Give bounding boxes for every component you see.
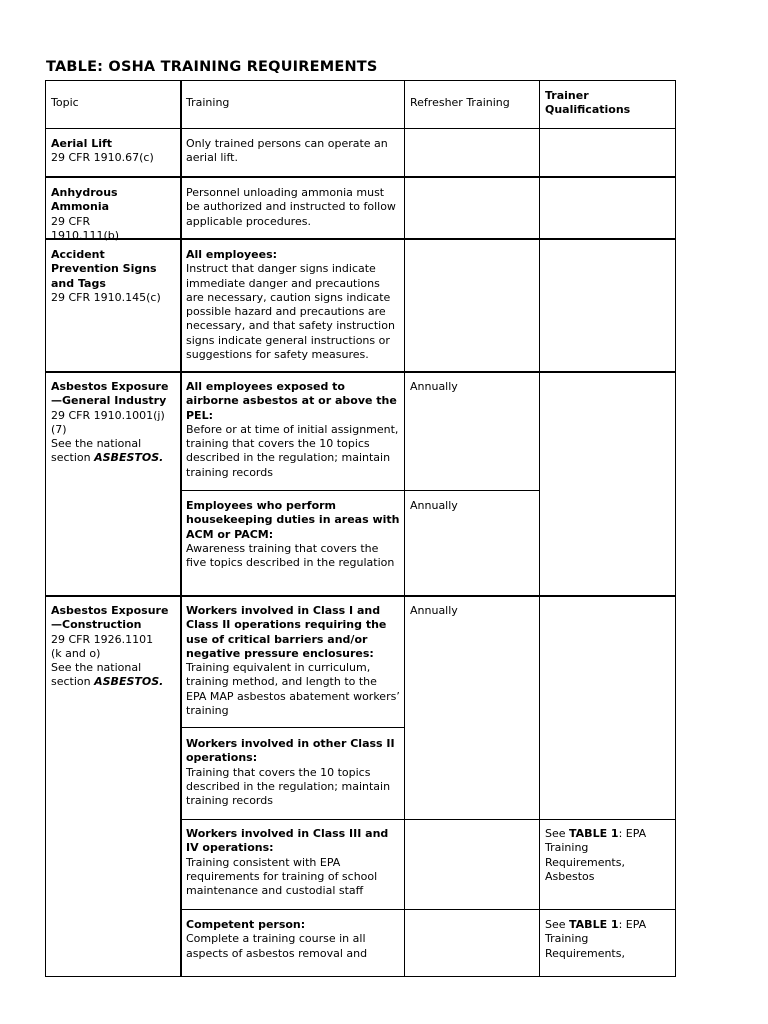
column-divider	[404, 81, 405, 976]
training-asbestos-c-other-class-ii	[186, 737, 400, 808]
column-divider	[539, 81, 540, 976]
subrow-divider	[181, 490, 539, 491]
training-description: Before or at time of initial assignment, training that covers the 10 topics described in the regulation; maintain training records	[186, 422, 399, 479]
trainer-asbestos-c-competent-person	[545, 918, 655, 961]
trainer-table-desc: : EPA Training Requirements, Asbestos	[545, 827, 647, 883]
trainer-see-text: See	[545, 827, 570, 840]
see-also-section: ASBESTOS.	[94, 675, 164, 689]
row-divider	[46, 128, 676, 129]
topic-anhydrous-ammonia	[51, 186, 161, 243]
topic-citation: 29 CFR 1910.145(c)	[51, 290, 161, 304]
topic-name: Accident Prevention Signs and Tags	[51, 248, 157, 290]
header-refresher-training: Refresher Training	[410, 96, 510, 109]
header-trainer-qualifications: Trainer Qualifications	[545, 89, 631, 117]
training-aerial-lift: Only trained persons can operate an aerial lift.	[186, 137, 388, 165]
see-also-section: ASBESTOS.	[94, 451, 164, 465]
training-description: Training consistent with EPA requirements for training of school maintenance and custodial staff	[186, 855, 378, 898]
trainer-table-desc: : EPA Training Requirements,	[545, 918, 647, 960]
training-audience: All employees exposed to airborne asbestos at or above the PEL:	[186, 380, 397, 422]
training-audience: Competent person:	[186, 918, 306, 931]
training-audience: All employees:	[186, 248, 278, 261]
topic-asbestos-general-industry	[51, 380, 175, 466]
training-description: Complete a training course in all aspects of asbestos removal and	[186, 932, 368, 960]
training-description: Training equivalent in curriculum, training method, and length to the EPA MAP asbestos abatement workers’ training	[186, 661, 400, 718]
training-description: Instruct that danger signs indicate immediate danger and precautions are necessary, caution signs indicate possible hazard and precautions are necessary, and that safety instruction signs indicate general instructions or suggestions for safety measures.	[186, 262, 395, 362]
training-anhydrous-ammonia: Personnel unloading ammonia must be authorized and instructed to follow applicable procedures.	[186, 186, 396, 228]
topic-name: Asbestos Exposure—General Industry	[51, 380, 169, 408]
topic-citation: 29 CFR 1910.1001(j)(7)	[51, 408, 165, 436]
topic-see-also	[51, 661, 175, 690]
subrow-divider	[181, 909, 676, 910]
trainer-table-ref: TABLE 1	[569, 918, 619, 931]
refresher-asbestos-construction: Annually	[410, 604, 458, 617]
trainer-asbestos-c-class-iii-iv	[545, 827, 655, 884]
training-description: Training that covers the 10 topics described in the regulation; maintain training records	[186, 765, 391, 808]
see-also-text: See the national section	[51, 661, 142, 689]
see-also-text: See the national section	[51, 437, 142, 465]
row-divider	[46, 176, 676, 178]
subrow-divider	[181, 727, 405, 728]
training-audience: Employees who perform housekeeping duties in areas with ACM or PACM:	[186, 499, 400, 541]
refresher-asbestos-gi-housekeeping: Annually	[410, 499, 458, 512]
topic-name: Asbestos Exposure—Construction	[51, 604, 169, 632]
topic-citation: 29 CFR 1926.1101 (k and o)	[51, 632, 154, 660]
topic-see-also	[51, 437, 175, 466]
trainer-see-text: See	[545, 918, 570, 931]
topic-name: Aerial Lift	[51, 137, 113, 150]
table-title: TABLE: OSHA TRAINING REQUIREMENTS	[46, 59, 378, 75]
osha-training-table	[45, 80, 676, 977]
training-accident-prevention-signs	[186, 248, 400, 362]
subrow-divider	[181, 819, 676, 820]
topic-asbestos-construction	[51, 604, 175, 690]
header-training: Training	[186, 96, 230, 109]
training-asbestos-c-class-iii-iv	[186, 827, 400, 898]
training-audience: Workers involved in Class I and Class II operations requiring the use of critical barriers and/or negative pressure enclosures:	[186, 604, 387, 660]
training-asbestos-gi-housekeeping	[186, 499, 400, 570]
column-divider	[180, 81, 182, 976]
topic-citation: 29 CFR 1910.111(b)	[51, 214, 120, 242]
training-audience: Workers involved in other Class II operations:	[186, 737, 395, 765]
header-topic: Topic	[51, 96, 79, 109]
training-audience: Workers involved in Class III and IV operations:	[186, 827, 389, 855]
training-description: Awareness training that covers the five topics described in the regulation	[186, 541, 395, 570]
training-asbestos-c-competent-person	[186, 918, 400, 961]
topic-name: Anhydrous Ammonia	[51, 186, 118, 214]
training-asbestos-gi-exposed	[186, 380, 400, 480]
topic-accident-prevention-signs	[51, 248, 161, 305]
row-divider	[46, 371, 676, 373]
row-divider	[46, 595, 676, 597]
topic-citation: 29 CFR 1910.67(c)	[51, 151, 154, 165]
training-asbestos-c-class-i-ii	[186, 604, 400, 718]
topic-aerial-lift	[51, 137, 177, 166]
trainer-table-ref: TABLE 1	[569, 827, 619, 840]
refresher-asbestos-gi-exposed: Annually	[410, 380, 458, 393]
